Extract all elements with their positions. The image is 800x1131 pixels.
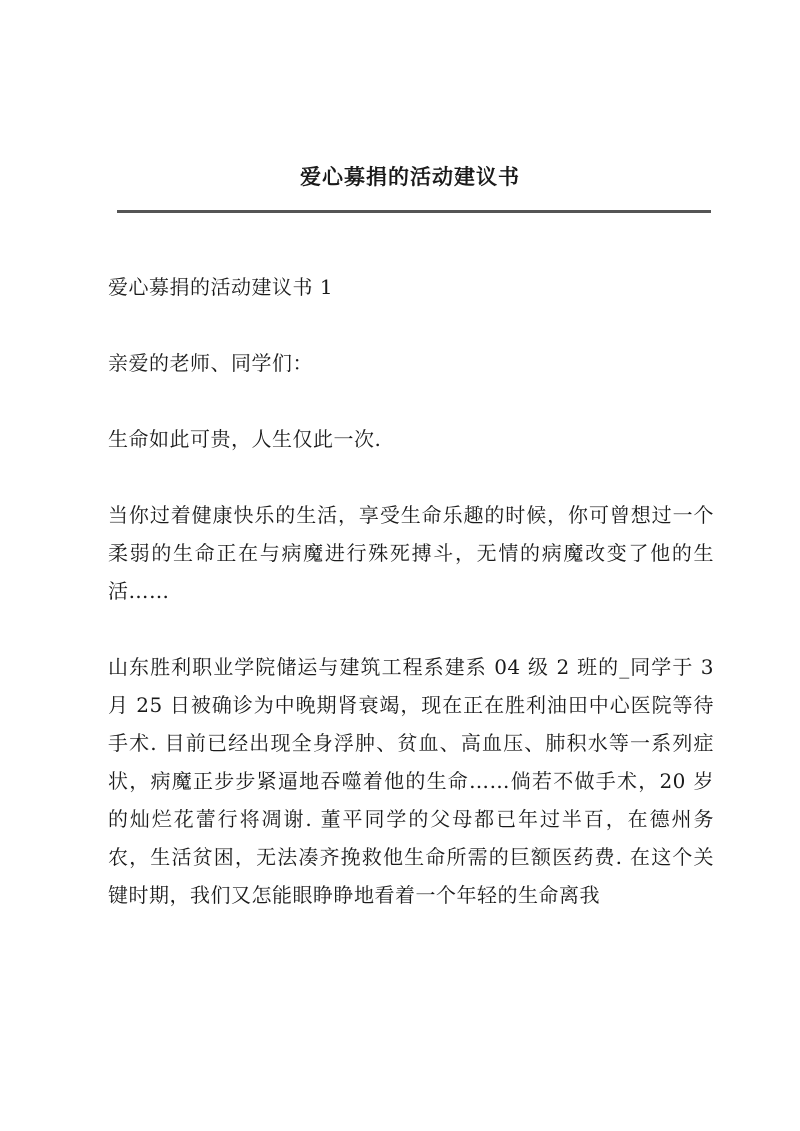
body-paragraph: 当你过着健康快乐的生活，享受生命乐趣的时候，你可曾想过一个柔弱的生命正在与病魔进行殊死搏斗，无情的病魔改变了他的生活…… bbox=[108, 503, 714, 603]
salutation: 亲爱的老师、同学们： bbox=[108, 351, 313, 375]
body-paragraph: 生命如此可贵，人生仅此一次. bbox=[108, 427, 382, 451]
document-title: 爱心募捐的活动建议书 bbox=[300, 164, 520, 189]
section-heading: 爱心募捐的活动建议书 1 bbox=[108, 275, 334, 299]
body-paragraph: 山东胜利职业学院储运与建筑工程系建系 04 级 2 班的_同学于 3 月 25 日被确诊为中晚期肾衰竭，现在正在胜利油田中心医院等待手术. 目前已经出现全身浮肿、贫血、高血压、肺积水等一系列症状，病魔正步步紧逼地吞噬着他的生命……倘若不做手术，20 岁的灿烂花蕾行将凋谢. 董平同学的父母都已年过半百，在德州务农，生活贫困，无法凑齐挽救他生命所需的巨额医药费. 在这个关键时期，我们又怎能眼睁睁地看着一个年轻的生命离我 bbox=[108, 655, 714, 907]
title-divider bbox=[117, 210, 711, 213]
document-body bbox=[108, 268, 714, 914]
